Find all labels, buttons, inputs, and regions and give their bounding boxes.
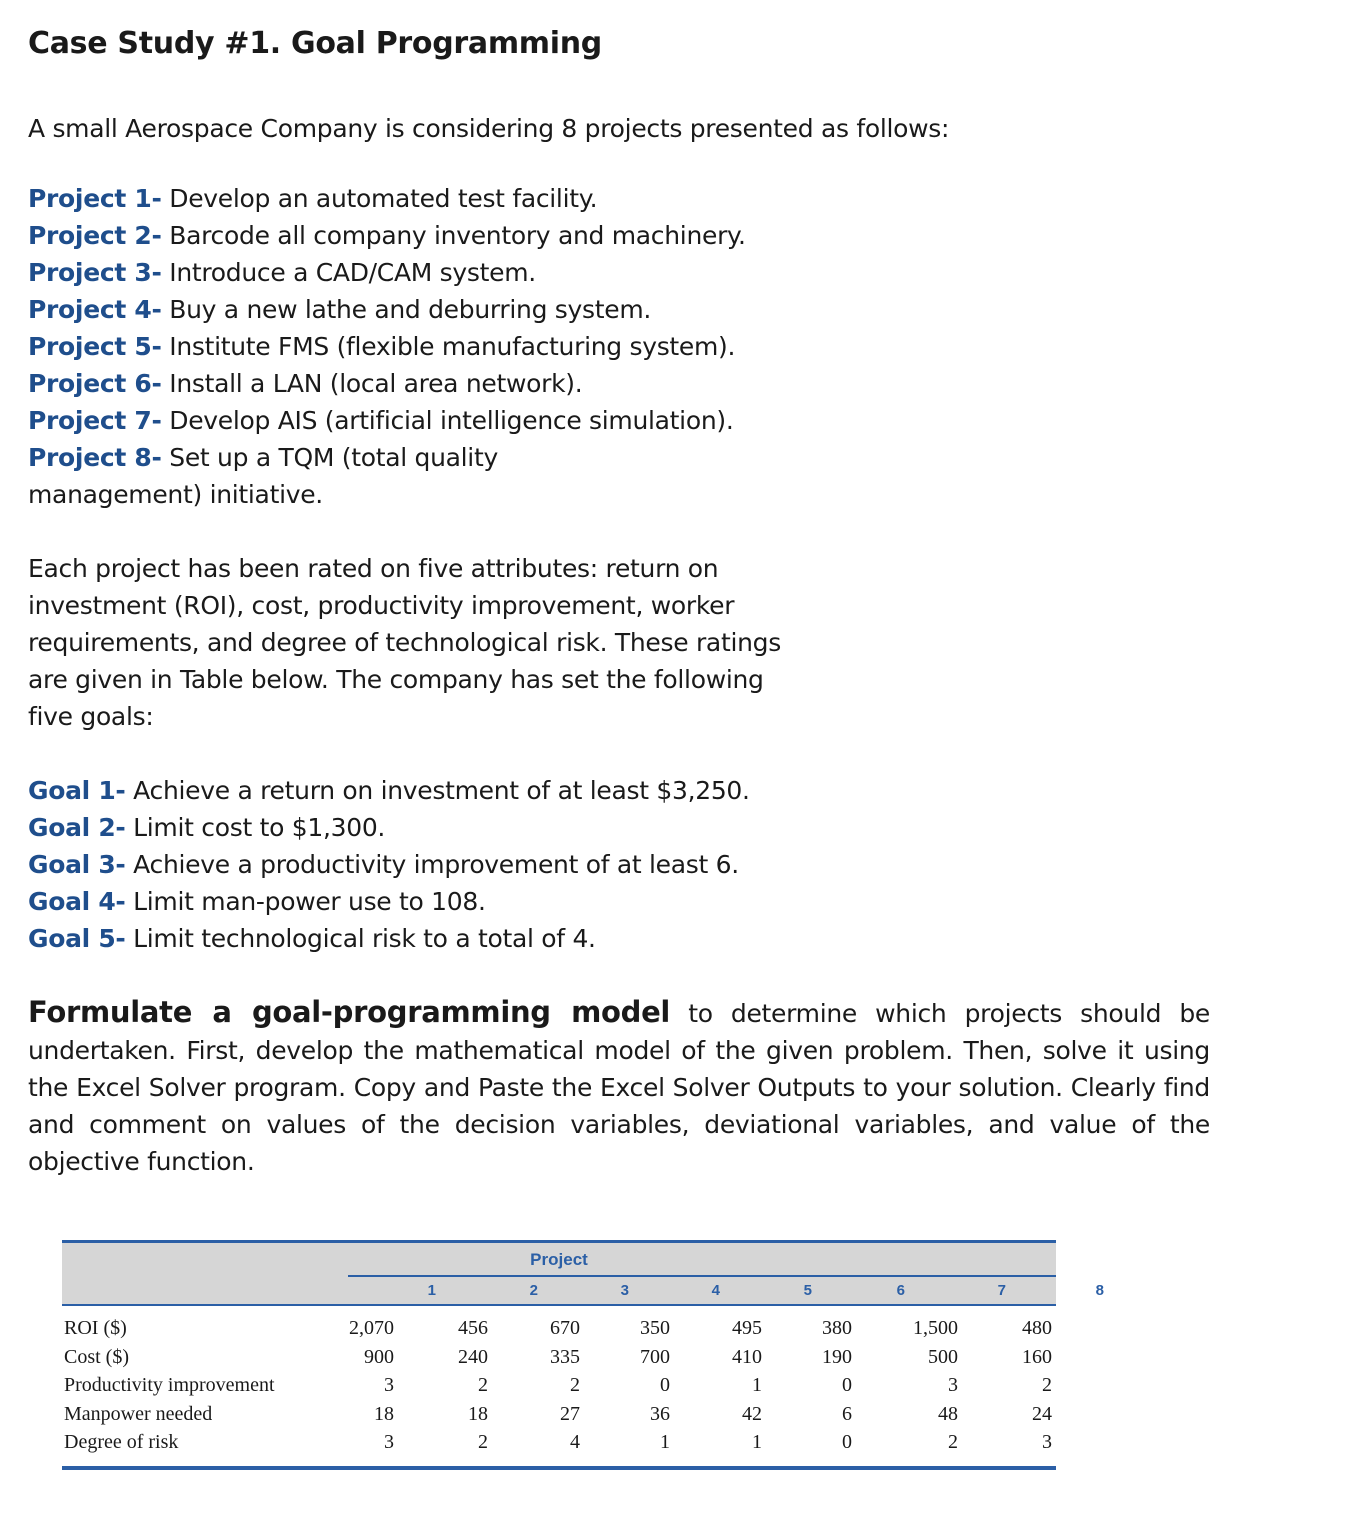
table-cell: 2 (478, 1374, 488, 1397)
table-cell: 456 (458, 1317, 488, 1339)
table-cell: 2,070 (349, 1317, 394, 1339)
table-body (62, 1306, 1056, 1466)
project-description: Institute FMS (flexible manufacturing system). (161, 332, 736, 361)
column-header: 6 (896, 1282, 905, 1299)
row-label: Cost ($) (64, 1345, 129, 1368)
header-divider (348, 1275, 1056, 1277)
goal-label: Goal 2- (28, 813, 126, 842)
table-cell: 160 (1022, 1345, 1052, 1368)
table-cell: 2 (478, 1431, 488, 1454)
page-title: Case Study #1. Goal Programming (28, 26, 602, 61)
table-cell: 0 (660, 1374, 670, 1397)
goal-label: Goal 4- (28, 887, 126, 916)
project-description: Install a LAN (local area network). (161, 369, 583, 398)
table-cell: 410 (732, 1345, 762, 1368)
project-description: Develop AIS (artificial intelligence simulation). (161, 406, 734, 435)
table-cell: 3 (384, 1374, 394, 1397)
list-item (28, 180, 788, 217)
table-cell: 495 (732, 1317, 762, 1339)
project-description: Introduce a CAD/CAM system. (161, 258, 536, 287)
list-item (28, 809, 1218, 846)
table-cell: 18 (468, 1402, 488, 1425)
goal-label: Goal 3- (28, 850, 126, 879)
table-cell: 1,500 (913, 1317, 958, 1339)
table-cell: 48 (938, 1402, 958, 1425)
intro-text: A small Aerospace Company is considering 8 projects presented as follows: (28, 114, 950, 143)
list-item (28, 772, 1218, 809)
list-item (28, 365, 788, 402)
table-cell: 27 (560, 1402, 580, 1425)
table-cell: 0 (842, 1374, 852, 1397)
list-item (28, 846, 1218, 883)
table-rule-bottom (62, 1466, 1056, 1470)
list-item (28, 920, 1218, 957)
list-item (28, 291, 788, 328)
project-label: Project 1- (28, 184, 162, 213)
document-page (28, 24, 1218, 1180)
list-item (28, 883, 1218, 920)
table-row (62, 1374, 1056, 1403)
project-label: Project 8- (28, 443, 162, 472)
project-label: Project 2- (28, 221, 162, 250)
table-cell: 6 (842, 1402, 852, 1425)
project-label: Project 7- (28, 406, 162, 435)
project-label: Project 5- (28, 332, 162, 361)
goal-description: Limit cost to $1,300. (125, 813, 386, 842)
goal-label: Goal 5- (28, 924, 126, 953)
table-cell: 2 (1042, 1374, 1052, 1397)
table-cell: 2 (570, 1374, 580, 1397)
project-list (28, 180, 788, 513)
table-cell: 350 (640, 1317, 670, 1339)
column-header: 4 (711, 1282, 720, 1299)
table-cell: 240 (458, 1345, 488, 1368)
row-label: ROI ($) (64, 1317, 127, 1339)
table-row (62, 1346, 1056, 1375)
attributes-paragraph: Each project has been rated on five attributes: return on investment (ROI), cost, productivity improvement, worker requirements, and degree of technological risk. These ratings are given in Table below. The company has set the following five goals: (28, 554, 781, 731)
goal-description: Achieve a return on investment of at least $3,250. (125, 776, 750, 805)
table-cell: 42 (742, 1402, 762, 1425)
column-header: 5 (803, 1282, 812, 1299)
table-cell: 24 (1032, 1402, 1052, 1425)
project-group-header: Project (530, 1250, 588, 1269)
table-row (62, 1317, 1056, 1346)
goal-description: Limit man-power use to 108. (125, 887, 486, 916)
table-row (62, 1403, 1056, 1432)
table-header (62, 1243, 1104, 1304)
formulate-bold: Formulate a goal-programming model (28, 995, 671, 1029)
column-header: 2 (529, 1282, 538, 1299)
goal-label: Goal 1- (28, 776, 126, 805)
formulate-paragraph (28, 994, 1210, 1180)
column-header: 1 (427, 1282, 436, 1299)
column-header: 8 (1095, 1282, 1104, 1299)
table-cell: 1 (660, 1431, 670, 1454)
list-item (28, 328, 788, 365)
project-description: Barcode all company inventory and machinery. (161, 221, 746, 250)
table-cell: 670 (550, 1317, 580, 1339)
table-cell: 1 (752, 1431, 762, 1454)
table-cell: 3 (1042, 1431, 1052, 1454)
project-ratings-table (62, 1240, 1104, 1470)
table-cell: 480 (1022, 1317, 1052, 1339)
formulate-rest: to determine which projects should be undertaken. First, develop the mathematical model of the given problem. Then, solve it using the Excel Solver program. Copy and Paste the Excel Solver Outputs to your solution. Clearly find and comment on values of the decision variables, deviational variables, and value of the objective function. (28, 999, 1210, 1176)
row-label: Productivity improvement (64, 1374, 275, 1397)
table-cell: 380 (822, 1317, 852, 1339)
table-cell: 36 (650, 1402, 670, 1425)
table-cell: 335 (550, 1345, 580, 1368)
list-item (28, 402, 788, 439)
list-item (28, 439, 678, 513)
table-cell: 0 (842, 1431, 852, 1454)
project-description: Set up a TQM (total quality management) initiative. (28, 443, 498, 509)
table-cell: 500 (928, 1345, 958, 1368)
table-cell: 700 (640, 1345, 670, 1368)
table-cell: 4 (570, 1431, 580, 1454)
table-cell: 1 (752, 1374, 762, 1397)
table-cell: 2 (948, 1431, 958, 1454)
row-label: Degree of risk (64, 1431, 179, 1454)
project-label: Project 3- (28, 258, 162, 287)
list-item (28, 254, 788, 291)
column-header: 7 (997, 1282, 1006, 1299)
table-cell: 18 (374, 1402, 394, 1425)
project-description: Develop an automated test facility. (161, 184, 598, 213)
goal-list (28, 772, 1218, 957)
project-label: Project 6- (28, 369, 162, 398)
table-cell: 190 (822, 1345, 852, 1368)
table-cell: 900 (364, 1345, 394, 1368)
goal-description: Limit technological risk to a total of 4. (125, 924, 596, 953)
goal-description: Achieve a productivity improvement of at least 6. (125, 850, 739, 879)
table-cell: 3 (948, 1374, 958, 1397)
row-label: Manpower needed (64, 1402, 213, 1425)
table-cell: 3 (384, 1431, 394, 1454)
column-header: 3 (620, 1282, 629, 1299)
project-description: Buy a new lathe and deburring system. (161, 295, 652, 324)
list-item (28, 217, 788, 254)
project-label: Project 4- (28, 295, 162, 324)
table-row (62, 1431, 1056, 1460)
